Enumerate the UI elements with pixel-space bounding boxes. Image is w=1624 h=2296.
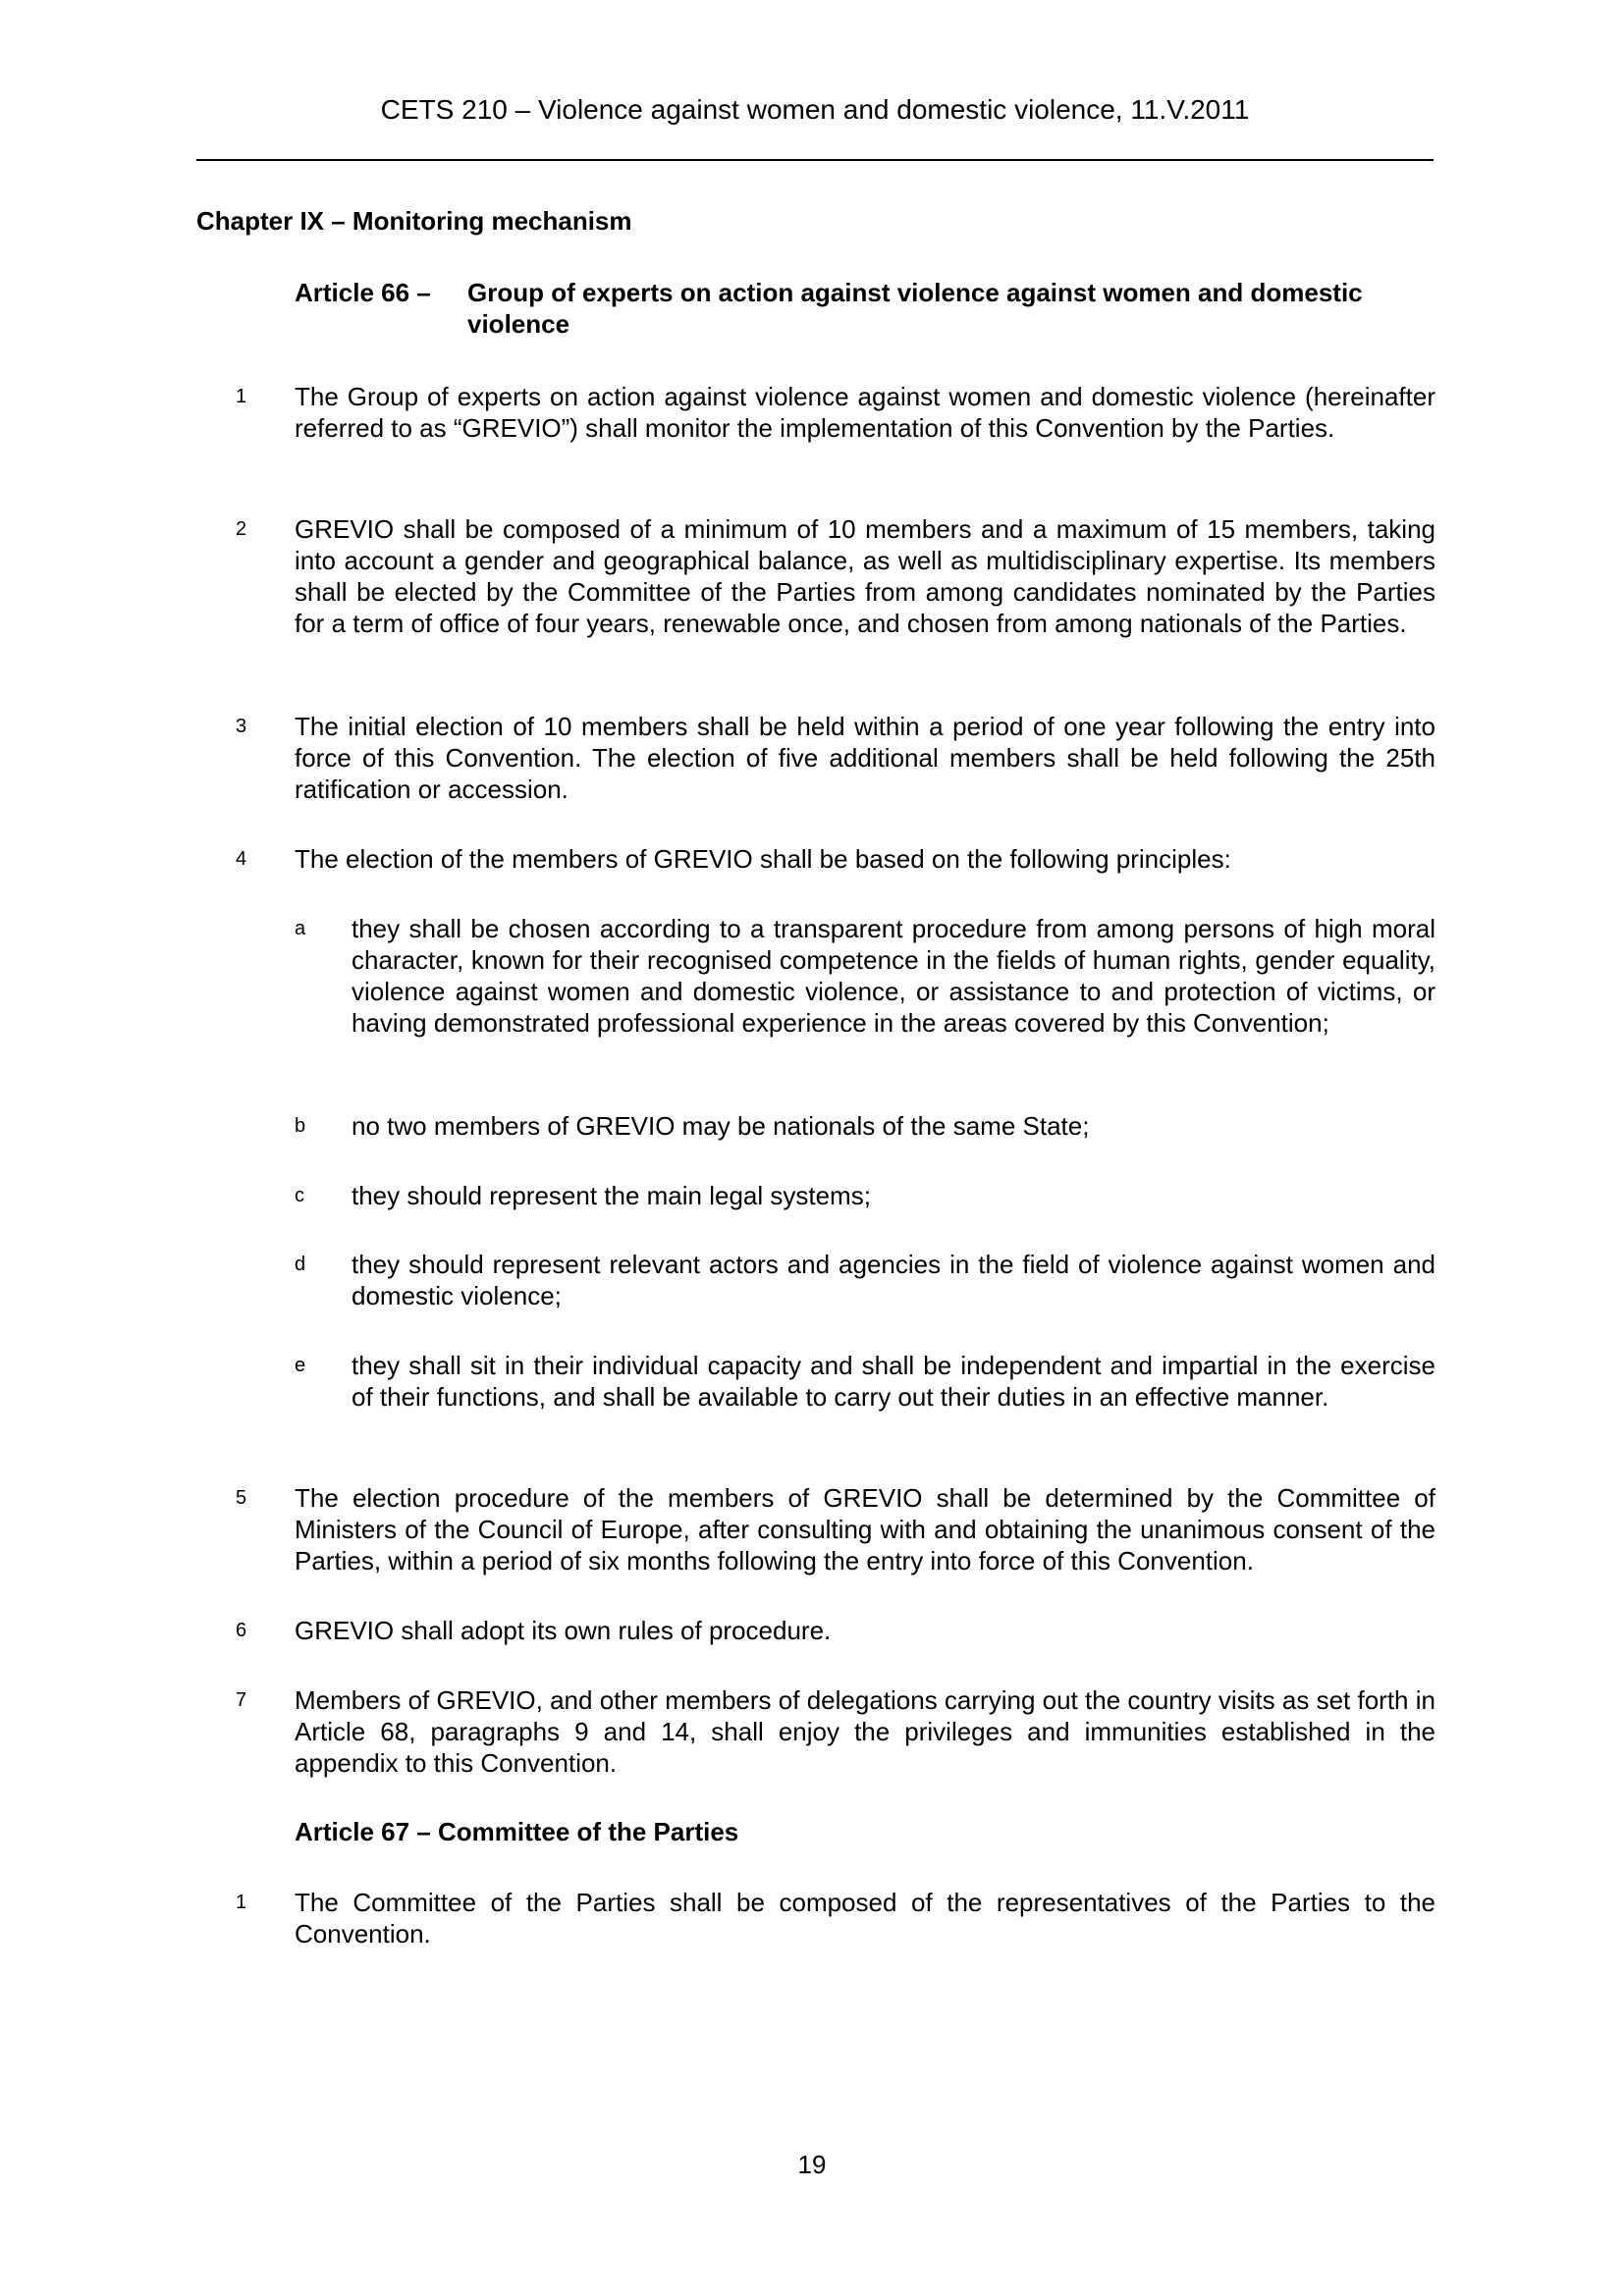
paragraph-number: 2: [236, 518, 247, 540]
subparagraph-a: [295, 913, 1435, 1039]
article-66-paragraph-6: [236, 1615, 1435, 1646]
paragraph-text: The initial election of 10 members shall be held within a period of one year following the entry into force of this Convention. The election of five additional members shall be held following the 25th ratification or accession.: [295, 712, 1435, 804]
subparagraph-text: they should represent the main legal systems;: [352, 1181, 871, 1210]
article-66-paragraph-3: [236, 711, 1435, 805]
article-66-paragraph-2: [236, 513, 1435, 639]
subparagraph-letter: d: [295, 1254, 306, 1275]
article-66-number: Article 66 –: [295, 278, 431, 307]
paragraph-number: 7: [236, 1689, 247, 1711]
article-66-title: Group of experts on action against violence against women and domestic violence: [467, 278, 1363, 339]
paragraph-number: 5: [236, 1487, 247, 1509]
paragraph-number: 3: [236, 716, 247, 737]
paragraph-number: 4: [236, 848, 247, 870]
subparagraph-letter: a: [295, 918, 306, 939]
subparagraph-c: [295, 1180, 1435, 1211]
subparagraph-text: they should represent relevant actors and agencies in the field of violence against women and domestic violence;: [352, 1250, 1435, 1310]
subparagraph-text: they shall be chosen according to a transparent procedure from among persons of high moral character, known for their recognised competence in the fields of human rights, gender equality, violence against women and domestic violence, or assistance to and protection of victims, or having demonstrated professional experience in the areas covered by this Convention;: [352, 914, 1435, 1038]
paragraph-number: 1: [236, 386, 247, 407]
paragraph-number: 1: [236, 1892, 247, 1913]
subparagraph-d: [295, 1249, 1435, 1311]
paragraph-text: Members of GREVIO, and other members of delegations carrying out the country visits as set forth in Article 68, paragraphs 9 and 14, shall enjoy the privileges and immunities established in the appendix to this Convention.: [295, 1685, 1435, 1778]
article-66-heading: [295, 277, 1435, 340]
paragraph-text: The Group of experts on action against violence against women and domestic violence (hereinafter referred to as “GREVIO”) shall monitor the implementation of this Convention by the Parties.: [295, 382, 1435, 443]
subparagraph-text: no two members of GREVIO may be nationals of the same State;: [352, 1111, 1090, 1141]
page-number: 19: [797, 2150, 827, 2179]
paragraph-text: GREVIO shall adopt its own rules of procedure.: [295, 1616, 832, 1645]
subparagraph-b: [295, 1110, 1435, 1142]
subparagraph-letter: e: [295, 1355, 306, 1376]
article-67-heading: Article 67 – Committee of the Parties: [295, 1817, 739, 1846]
article-66-paragraph-7: [236, 1684, 1435, 1779]
article-67-paragraph-1: [236, 1887, 1435, 1949]
header-divider: [196, 159, 1434, 161]
article-66-paragraph-4: [236, 843, 1435, 875]
article-66-paragraph-1: [236, 381, 1435, 444]
article-66-paragraph-5: [236, 1482, 1435, 1576]
subparagraph-text: they shall sit in their individual capacity and shall be independent and impartial in the exercise of their functions, and shall be available to carry out their duties in an effective manner.: [352, 1351, 1435, 1412]
paragraph-number: 6: [236, 1620, 247, 1641]
paragraph-text: The Committee of the Parties shall be composed of the representatives of the Parties to the Convention.: [295, 1888, 1435, 1949]
subparagraph-letter: c: [295, 1185, 304, 1206]
subparagraph-letter: b: [295, 1115, 306, 1137]
paragraph-text: The election of the members of GREVIO shall be based on the following principles:: [295, 844, 1231, 874]
paragraph-text: The election procedure of the members of GREVIO shall be determined by the Committee of Ministers of the Council of Europe, after consulting with and obtaining the unanimous consent of the Parties, within a period of six months following the entry into force of this Convention.: [295, 1483, 1435, 1575]
chapter-heading: Chapter IX – Monitoring mechanism: [196, 206, 632, 236]
paragraph-text: GREVIO shall be composed of a minimum of 10 members and a maximum of 15 members, taking into account a gender and geographical balance, as well as multidisciplinary expertise. Its members shall be elected by the Committee of the Parties from among candidates nominated by the Parties for a term of office of four years, renewable once, and chosen from among nationals of the Parties.: [295, 514, 1435, 638]
running-header: CETS 210 – Violence against women and domestic violence, 11.V.2011: [380, 94, 1250, 125]
subparagraph-e: [295, 1350, 1435, 1413]
